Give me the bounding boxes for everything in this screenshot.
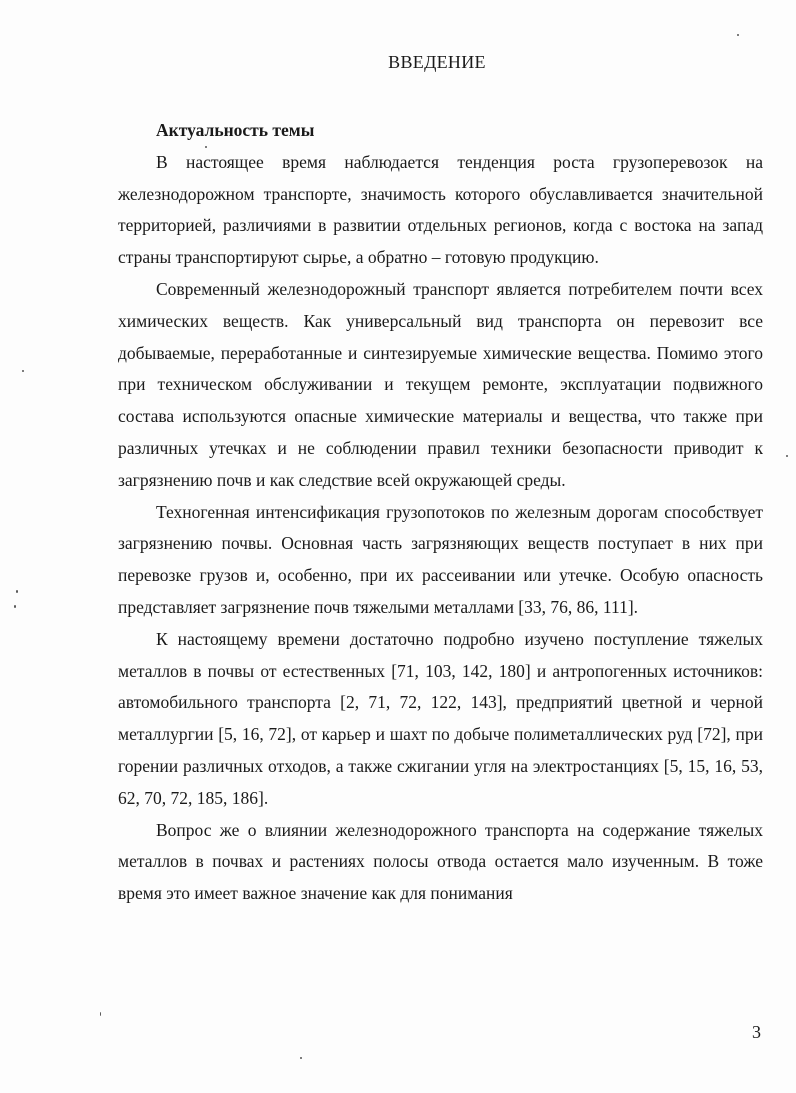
scan-speck xyxy=(14,605,16,608)
paragraph-4: К настоящему времени достаточно подробно изучено поступление тяжелых металлов в почвы от естественных [71, 103, 142, 180] и антропогенных источников: автомобильного транспорта [2, 71, 72, 122, 143], предприятий цветной и черной металлургии [5, 16, 72], от карьер и шахт по добыче полиметаллических руд [72], при горении различных отходов, а также сжигании угля на электростанциях [5, 15, 16, 53, 62, 70, 72, 185, 186]. xyxy=(118,628,763,808)
paragraph-3: Техногенная интенсификация грузопотоков по железным дорогам способствует загрязнению почвы. Основная часть загрязняющих веществ поступает в них при перевозке грузов и, особенно, при их рассеивании или утечке. Особую опасность представляет загрязнение почв тяжелыми металлами [33, 76, 86, 111]. xyxy=(118,501,763,617)
page-number: 3 xyxy=(752,1022,761,1042)
section-subheading: Актуальность темы xyxy=(156,120,315,140)
scan-speck xyxy=(300,1057,302,1059)
scan-speck xyxy=(16,590,18,593)
body-text xyxy=(118,115,763,910)
scan-speck xyxy=(100,1012,101,1016)
paragraph-5: Вопрос же о влиянии железнодорожного транспорта на содержание тяжелых металлов в почвах и растениях полосы отвода остается мало изученным. В тоже время это имеет важное значение как для понимания xyxy=(118,819,763,904)
paragraph-1: В настоящее время наблюдается тенденция роста грузоперевозок на железнодорожном транспорте, значимость которого обуславливается значительной территорией, различиями в развитии отдельных регионов, когда с востока на запад страны транспортируют сырье, а обратно – готовую продукцию. xyxy=(118,151,763,268)
paragraph-2: Современный железнодорожный транспорт является потребителем почти всех химических веществ. Как универсальный вид транспорта он перевозит все добываемые, переработанные и синтезируемые химические вещества. Помимо этого при техническом обслуживании и текущем ремонте, эксплуатации подвижного состава используются опасные химические материалы и вещества, что также при различных утечках и не соблюдении правил техники безопасности приводит к загрязнению почв и как следствие всей окружающей среды. xyxy=(118,278,763,490)
scan-speck xyxy=(737,34,739,36)
scan-speck xyxy=(205,146,207,148)
scan-speck xyxy=(786,455,788,457)
page-title: ВВЕДЕНИЕ xyxy=(388,52,486,72)
scan-speck xyxy=(22,370,24,372)
